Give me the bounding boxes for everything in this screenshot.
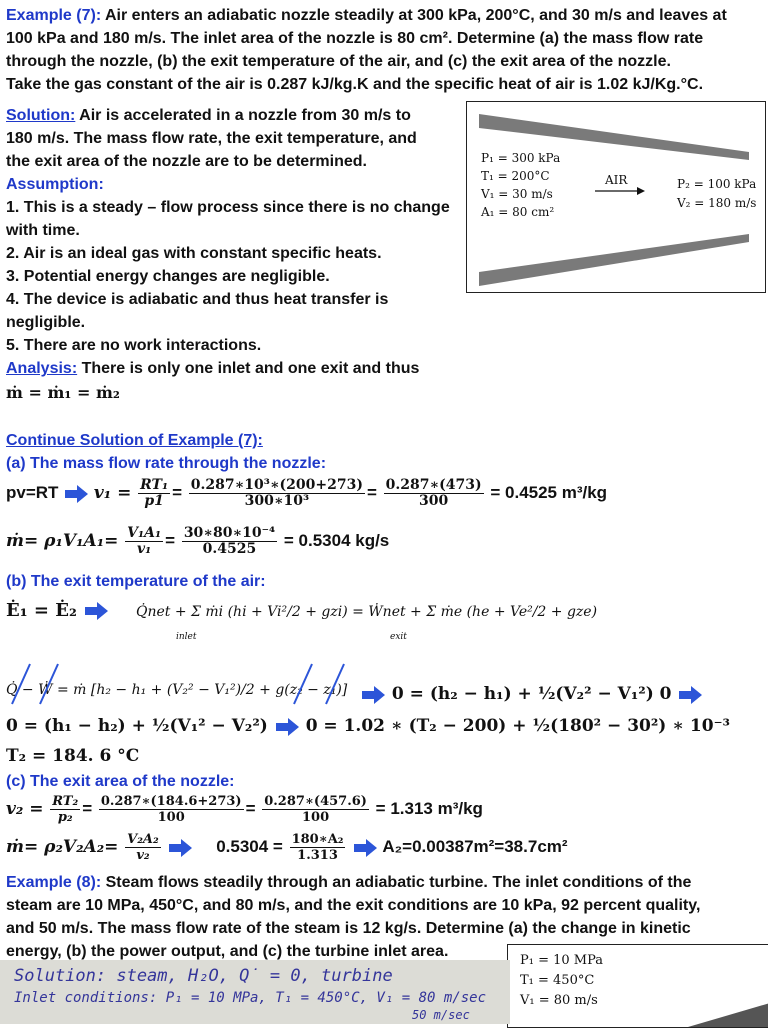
inlet-pressure: P₁ = 300 kPa xyxy=(481,151,561,165)
arrow-icon xyxy=(352,838,378,858)
arrow-icon xyxy=(83,601,109,621)
inlet-temperature: T₁ = 200°C xyxy=(481,169,550,183)
v2-result: = 1.313 m³/kg xyxy=(375,798,483,818)
assumption-1-cont: with time. xyxy=(6,222,80,239)
arrow-icon xyxy=(167,838,193,858)
part-a-heading: (a) The mass flow rate through the nozzle: xyxy=(6,455,327,472)
mass-flow-result: = 0.5304 kg/s xyxy=(283,530,390,550)
turbine-body xyxy=(688,1003,768,1027)
example8-problem-line-4: energy, (b) the power output, and (c) the turbine inlet area. xyxy=(6,943,449,960)
handwritten-line-3: 50 m/sec xyxy=(412,1008,470,1022)
assumption-1: 1. This is a steady – flow process since there is no change xyxy=(6,199,450,216)
exit-area-result: A₂=0.00387m²=38.7cm² xyxy=(382,836,568,856)
energy-reduced-line: 0 = (h₂ − h₁) + ½(V₂² − V₁²) 0 xyxy=(360,684,703,705)
flow-arrow-head xyxy=(637,187,645,195)
turbine-inlet-pressure: P₁ = 10 MPa xyxy=(520,953,604,968)
fluid-label: AIR xyxy=(605,173,628,187)
exit-area-equation: ṁ= ρ₂V₂A₂= $\frac{\text{V₂A₂}}{\text{v₂}}$ 0.5304 = $\frac{\text{180∗A₂}}{1.313}$ A₂=0.00387m²=38.7cm² xyxy=(6,832,568,863)
cancellation-marks xyxy=(0,660,380,710)
assumption-2: 2. Air is an ideal gas with constant specific heats. xyxy=(6,245,382,262)
example7-label: Example (7): xyxy=(6,7,102,24)
specific-volume-equation: pv=RT v₁ = $\frac{\text{RT₁}}{p1}$ = $\frac{\text{0.287∗10³∗(200+273)}}{\text{300∗10³}}$ = $\frac{0.287∗(473)}{300}$ = 0.4525 m³/kg xyxy=(6,477,608,509)
turbine-figure xyxy=(507,944,768,1028)
handwritten-line-1: Solution: steam, H₂O, Q̇ = 0, turbine xyxy=(14,966,393,986)
cancel-q-mark xyxy=(12,664,30,704)
example8-problem-line-1: Example (8): Steam flows steadily through an adiabatic turbine. The inlet conditions of the xyxy=(6,874,692,891)
arrow-icon xyxy=(360,685,386,705)
solution-line-3: the exit area of the nozzle are to be determined. xyxy=(6,153,367,170)
fraction-v1-simplified: $\frac{0.287∗(473)}{300}$ xyxy=(385,477,482,509)
example8-label: Example (8): xyxy=(6,874,102,891)
temperature-derivation: 0 = (h₁ − h₂) + ½(V₁² − V₂²) 0 = 1.02 ∗ (T₂ − 200) + ½(180² − 30²) ∗ 10⁻³ xyxy=(6,716,731,736)
solution-label: Solution: xyxy=(6,107,76,124)
fraction-v1-substituted: $\frac{\text{0.287∗10³∗(200+273)}}{\text{300∗10³}}$ xyxy=(190,477,363,509)
handwritten-notes xyxy=(0,960,510,1024)
mass-flow-equation: ṁ= ρ₁V₁A₁= $\frac{\text{V₁A₁}}{\text{v₁}}$ = $\frac{\text{30∗80∗10⁻⁴}}{0.4525}$ = 0.5304 kg/s xyxy=(6,525,390,557)
turbine-inlet-temperature: T₁ = 450°C xyxy=(520,973,595,988)
exit-specific-volume-equation: v₂ = $\frac{\text{RT₂}}{\text{p₂}}$ = $\frac{0.287∗(184.6+273)}{100}$ = $\frac{0.287∗(457.6)}{100}$ = 1.313 m³/kg xyxy=(6,794,483,825)
fraction-rt2-p2: $\frac{\text{RT₂}}{\text{p₂}}$ xyxy=(52,794,79,825)
exit-pressure: P₂ = 100 kPa xyxy=(677,177,757,191)
example8-problem-line-2: steam are 10 MPa, 450°C, and 80 m/s, and the exit conditions are 10 kPa, 92 percent quality, xyxy=(6,897,701,914)
assumption-5: 5. There are no work interactions. xyxy=(6,337,262,354)
arrow-icon xyxy=(274,717,300,737)
exit-temperature-result: T₂ = 184. 6 °C xyxy=(6,746,140,766)
cancel-z1-mark xyxy=(326,664,344,704)
analysis-label: Analysis: xyxy=(6,360,78,377)
energy-balance-equation: Q̇net + Σ ṁi (hi + Vi²/2 + gzi) = Ẇnet + Σ ṁe (he + Ve²/2 + gze) xyxy=(136,604,598,620)
solution-line-1: Solution: Air is accelerated in a nozzle from 30 m/s to xyxy=(6,107,411,124)
example7-problem-line-2: 100 kPa and 180 m/s. The inlet area of the nozzle is 80 cm². Determine (a) the mass flow rate xyxy=(6,30,704,47)
cancel-z2-mark xyxy=(294,664,312,704)
turbine-inlet-velocity: V₁ = 80 m/s xyxy=(520,993,598,1008)
fraction-area-values: $\frac{\text{180∗A₂}}{1.313}$ xyxy=(291,832,344,863)
arrow-icon xyxy=(677,685,703,705)
analysis-line: Analysis: There is only one inlet and one exit and thus xyxy=(6,360,420,377)
fraction-rt1-p1: $\frac{\text{RT₁}}{p1}$ xyxy=(140,477,169,509)
assumption-4: 4. The device is adiabatic and thus heat transfer is xyxy=(6,291,389,308)
fraction-v2-simplified: $\frac{0.287∗(457.6)}{100}$ xyxy=(264,794,367,825)
assumption-4-cont: negligible. xyxy=(6,314,86,331)
energy-sub-exit: exit xyxy=(390,632,407,642)
assumption-label: Assumption: xyxy=(6,176,104,193)
arrow-icon xyxy=(63,484,89,504)
v1-result: = 0.4525 m³/kg xyxy=(490,482,608,502)
example7-problem-line-1: Example (7): Air enters an adiabatic nozzle steadily at 300 kPa, 200°C, and 30 m/s and leaves at xyxy=(6,7,727,24)
continue-heading: Continue Solution of Example (7): xyxy=(6,432,263,449)
example8-problem-line-3: and 50 m/s. The mass flow rate of the steam is 12 kg/s. Determine (a) the change in kinetic xyxy=(6,920,691,937)
part-b-heading: (b) The exit temperature of the air: xyxy=(6,573,266,590)
solution-line-2: 180 m/s. The mass flow rate, the exit temperature, and xyxy=(6,130,417,147)
fraction-v2a2-v2: $\frac{\text{V₂A₂}}{\text{v₂}}$ xyxy=(127,832,159,863)
fraction-v2-substituted: $\frac{0.287∗(184.6+273)}{100}$ xyxy=(100,794,242,825)
cancel-w-mark xyxy=(40,664,58,704)
inlet-velocity: V₁ = 30 m/s xyxy=(481,187,553,201)
fraction-v1a1-v1: $\frac{\text{V₁A₁}}{\text{v₁}}$ xyxy=(127,525,162,557)
turbine-shape xyxy=(678,995,768,1027)
energy-balance-lhs: Ė₁ = Ė₂ xyxy=(6,600,109,621)
simplified-energy-equation: Q̇ − Ẇ = ṁ [h₂ − h₁ + (V₂² − V₁²)/2 + g(z₂ − z₁)] xyxy=(6,682,348,698)
exit-velocity: V₂ = 180 m/s xyxy=(677,196,757,210)
assumption-3: 3. Potential energy changes are negligible. xyxy=(6,268,330,285)
mass-balance-equation: ṁ = ṁ₁ = ṁ₂ xyxy=(6,383,120,402)
example7-problem-line-3: through the nozzle, (b) the exit temperature of the air, and (c) the exit area of the nozzle. xyxy=(6,53,671,70)
handwritten-line-2: Inlet conditions: P₁ = 10 MPa, T₁ = 450°C, V₁ = 80 m/sec xyxy=(14,990,487,1006)
example7-problem-line-4: Take the gas constant of the air is 0.287 kJ/kg.K and the specific heat of air is 1.02 kJ/Kg.°C. xyxy=(6,76,704,93)
nozzle-lower-wall xyxy=(479,234,749,286)
inlet-area: A₁ = 80 cm² xyxy=(481,205,555,219)
part-c-heading: (c) The exit area of the nozzle: xyxy=(6,773,235,790)
fraction-mass-flow-values: $\frac{\text{30∗80∗10⁻⁴}}{0.4525}$ xyxy=(183,525,276,557)
nozzle-figure xyxy=(466,101,766,293)
energy-sub-inlet: inlet xyxy=(176,632,197,642)
